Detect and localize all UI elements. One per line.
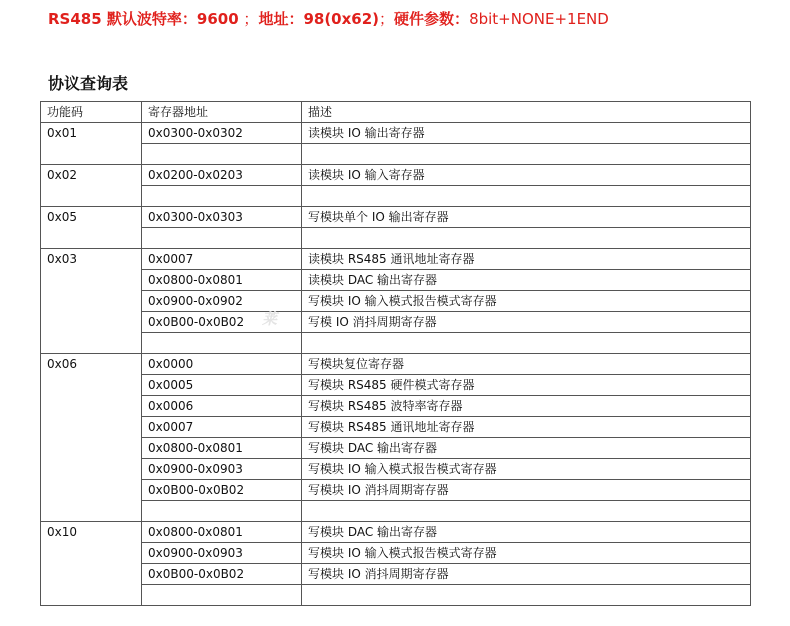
register-address-cell xyxy=(142,144,302,165)
table-row xyxy=(41,123,751,144)
table-row xyxy=(41,354,751,375)
table-row xyxy=(41,543,751,564)
register-address-cell: 0x0005 xyxy=(142,375,302,396)
page-title: 协议查询表 xyxy=(48,74,129,93)
table-row xyxy=(41,585,751,606)
table-row xyxy=(41,270,751,291)
register-address-cell xyxy=(142,228,302,249)
baud-value: 9600 xyxy=(196,10,239,28)
description-cell: 写模块复位寄存器 xyxy=(302,354,751,375)
description-cell: 写模块 IO 输入模式报告模式寄存器 xyxy=(302,459,751,480)
function-code-cell: 0x05 xyxy=(41,207,142,249)
rs485-label: RS485 xyxy=(48,10,102,28)
description-cell: 读模块 IO 输入寄存器 xyxy=(302,165,751,186)
description-cell xyxy=(302,144,751,165)
description-cell: 读模块 IO 输出寄存器 xyxy=(302,123,751,144)
register-address-cell: 0x0B00-0x0B02 xyxy=(142,564,302,585)
table-row xyxy=(41,312,751,333)
description-cell: 写模块 IO 输入模式报告模式寄存器 xyxy=(302,543,751,564)
description-cell: 读模块 RS485 通讯地址寄存器 xyxy=(302,249,751,270)
register-address-cell: 0x0B00-0x0B02 xyxy=(142,312,302,333)
description-cell: 写模块 IO 消抖周期寄存器 xyxy=(302,564,751,585)
description-cell: 写模块单个 IO 输出寄存器 xyxy=(302,207,751,228)
table-row xyxy=(41,333,751,354)
description-cell: 写模块 RS485 波特率寄存器 xyxy=(302,396,751,417)
table-row xyxy=(41,291,751,312)
table-row xyxy=(41,564,751,585)
function-code-cell: 0x06 xyxy=(41,354,142,522)
table-row xyxy=(41,375,751,396)
description-cell: 写模块 IO 消抖周期寄存器 xyxy=(302,480,751,501)
description-cell: 写模 IO 消抖周期寄存器 xyxy=(302,312,751,333)
register-address-cell: 0x0006 xyxy=(142,396,302,417)
description-cell xyxy=(302,585,751,606)
description-cell: 读模块 DAC 输出寄存器 xyxy=(302,270,751,291)
table-row xyxy=(41,522,751,543)
column-header-description: 描述 xyxy=(302,102,751,123)
register-address-cell: 0x0800-0x0801 xyxy=(142,438,302,459)
function-code-cell: 0x01 xyxy=(41,123,142,165)
register-address-cell: 0x0B00-0x0B02 xyxy=(142,480,302,501)
description-cell xyxy=(302,228,751,249)
register-address-cell: 0x0007 xyxy=(142,249,302,270)
description-cell: 写模块 RS485 通讯地址寄存器 xyxy=(302,417,751,438)
hardware-label: 硬件参数： xyxy=(394,10,470,28)
register-address-cell: 0x0000 xyxy=(142,354,302,375)
register-address-cell: 0x0007 xyxy=(142,417,302,438)
table-row xyxy=(41,165,751,186)
register-address-cell: 0x0900-0x0902 xyxy=(142,291,302,312)
register-address-cell xyxy=(142,186,302,207)
table-row xyxy=(41,228,751,249)
table-row xyxy=(41,459,751,480)
config-header xyxy=(48,8,609,29)
table-row xyxy=(41,417,751,438)
description-cell xyxy=(302,333,751,354)
function-code-cell: 0x02 xyxy=(41,165,142,207)
register-address-cell xyxy=(142,333,302,354)
table-row xyxy=(41,480,751,501)
table-row xyxy=(41,438,751,459)
separator: ； xyxy=(238,10,259,28)
address-value: 98(0x62) xyxy=(303,10,380,28)
table-row xyxy=(41,396,751,417)
function-code-cell: 0x10 xyxy=(41,522,142,606)
description-cell: 写模块 IO 输入模式报告模式寄存器 xyxy=(302,291,751,312)
column-header-register-address: 寄存器地址 xyxy=(142,102,302,123)
description-cell: 写模块 DAC 输出寄存器 xyxy=(302,522,751,543)
protocol-table xyxy=(40,101,751,606)
function-code-cell: 0x03 xyxy=(41,249,142,354)
watermark: 莱 xyxy=(262,310,278,328)
register-address-cell: 0x0800-0x0801 xyxy=(142,522,302,543)
register-address-cell xyxy=(142,585,302,606)
address-label: 地址： xyxy=(258,10,304,28)
table-header-row xyxy=(41,102,751,123)
column-header-function-code: 功能码 xyxy=(41,102,142,123)
description-cell xyxy=(302,501,751,522)
table-row xyxy=(41,501,751,522)
table-row xyxy=(41,144,751,165)
description-cell: 写模块 RS485 硬件模式寄存器 xyxy=(302,375,751,396)
baud-label: 默认波特率： xyxy=(101,10,197,28)
table-row xyxy=(41,249,751,270)
table-row xyxy=(41,186,751,207)
hardware-value: 8bit+NONE+1END xyxy=(469,10,609,28)
register-address-cell xyxy=(142,501,302,522)
description-cell xyxy=(302,186,751,207)
register-address-cell: 0x0800-0x0801 xyxy=(142,270,302,291)
register-address-cell: 0x0300-0x0303 xyxy=(142,207,302,228)
register-address-cell: 0x0200-0x0203 xyxy=(142,165,302,186)
register-address-cell: 0x0300-0x0302 xyxy=(142,123,302,144)
table-row xyxy=(41,207,751,228)
separator: ； xyxy=(379,10,395,28)
register-address-cell: 0x0900-0x0903 xyxy=(142,459,302,480)
description-cell: 写模块 DAC 输出寄存器 xyxy=(302,438,751,459)
register-address-cell: 0x0900-0x0903 xyxy=(142,543,302,564)
